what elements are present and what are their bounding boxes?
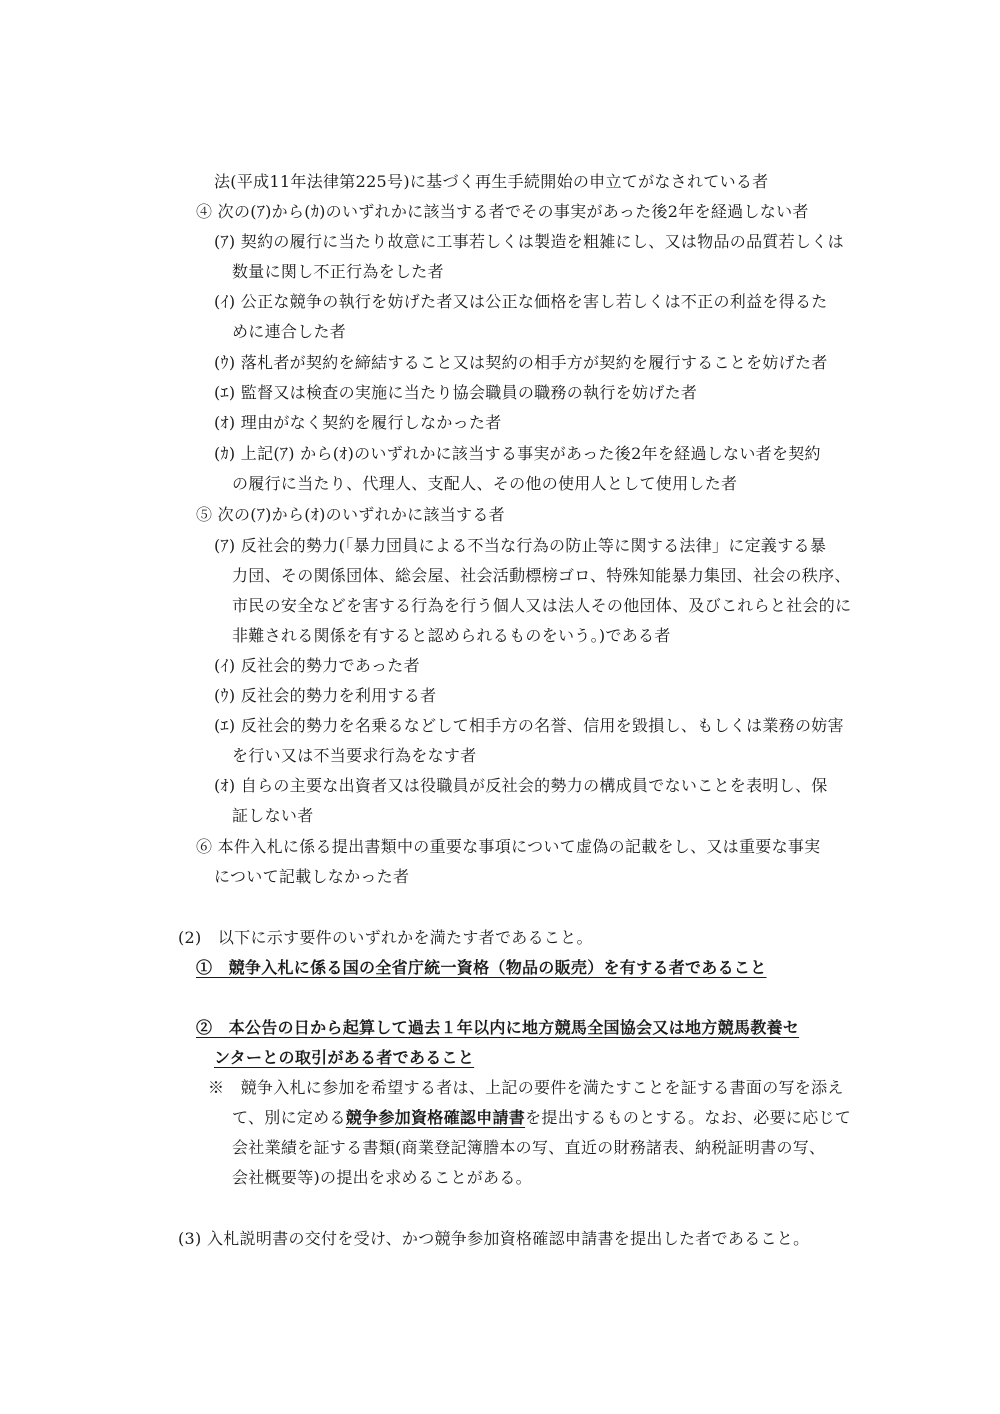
text-line: めに連合した者 xyxy=(232,322,347,341)
text-line: を行い又は不当要求行為をなす者 xyxy=(232,746,477,765)
requirement-2-continued: ンターとの取引がある者であること xyxy=(214,1048,475,1067)
note-line: ※ 競争入札に参加を希望する者は、上記の要件を満たすことを証する書面の写を添え xyxy=(208,1078,844,1097)
sub-item-a: (ｱ) 反社会的勢力(「暴力団員による不当な行為の防止等に関する法律」に定義する暴 xyxy=(214,536,827,555)
note-line-with-form-name xyxy=(232,1108,851,1128)
requirement-2: ② 本公告の日から起算して過去１年以内に地方競馬全国協会又は地方競馬教養セ xyxy=(196,1018,800,1037)
note-text: を提出するものとする。なお、必要に応じて xyxy=(525,1108,852,1127)
text-line: の履行に当たり、代理人、支配人、その他の使用人として使用した者 xyxy=(232,474,738,493)
text-line: 数量に関し不正行為をした者 xyxy=(232,262,444,281)
text-line: 非難される関係を有すると認められるものをいう。)である者 xyxy=(232,626,671,645)
section-2-heading: (2) 以下に示す要件のいずれかを満たす者であること。 xyxy=(178,928,593,947)
sub-item-e: (ｴ) 監督又は検査の実施に当たり協会職員の職務の執行を妨げた者 xyxy=(214,383,698,402)
sub-item-i: (ｲ) 反社会的勢力であった者 xyxy=(214,656,420,675)
text-line: 市民の安全などを害する行為を行う個人又は法人その他団体、及びこれらと社会的に xyxy=(232,596,852,615)
sub-item-o: (ｵ) 理由がなく契約を履行しなかった者 xyxy=(214,413,502,432)
sub-item-u: (ｳ) 落札者が契約を締結すること又は契約の相手方が契約を履行することを妨げた者 xyxy=(214,353,828,372)
section-3-heading: (3) 入札説明書の交付を受け、かつ競争参加資格確認申請書を提出した者であること。 xyxy=(178,1229,810,1248)
item-4: ④ 次の(ｱ)から(ｶ)のいずれかに該当する者でその事実があった後2年を経過しない者 xyxy=(196,202,809,221)
sub-item-e: (ｴ) 反社会的勢力を名乗るなどして相手方の名誉、信用を毀損し、もしくは業務の妨害 xyxy=(214,716,844,735)
note-line: 会社業績を証する書類(商業登記簿謄本の写、直近の財務諸表、納税証明書の写、 xyxy=(232,1138,826,1157)
item-6: ⑥ 本件入札に係る提出書類中の重要な事項について虚偽の記載をし、又は重要な事実 xyxy=(196,837,821,856)
text-line: 力団、その関係団体、総会屋、社会活動標榜ゴロ、特殊知能暴力集団、社会の秩序、 xyxy=(232,566,851,585)
text-line: 証しない者 xyxy=(232,806,314,825)
note-text: て、別に定める xyxy=(232,1108,346,1127)
text-line: について記載しなかった者 xyxy=(214,867,410,886)
text-line: 法(平成11年法律第225号)に基づく再生手続開始の申立てがなされている者 xyxy=(214,172,769,191)
item-5: ⑤ 次の(ｱ)から(ｵ)のいずれかに該当する者 xyxy=(196,505,505,524)
sub-item-i: (ｲ) 公正な競争の執行を妨げた者又は公正な価格を害し若しくは不正の利益を得るた xyxy=(214,292,828,311)
sub-item-ka: (ｶ) 上記(ｱ) から(ｵ)のいずれかに該当する事実があった後2年を経過しない者を契約 xyxy=(214,444,821,463)
requirement-1: ① 競争入札に係る国の全省庁統一資格（物品の販売）を有する者であること xyxy=(196,958,767,977)
sub-item-a: (ｱ) 契約の履行に当たり故意に工事若しくは製造を粗雑にし、又は物品の品質若しくは xyxy=(214,232,844,251)
application-form-name: 競争参加資格確認申請書 xyxy=(345,1108,526,1127)
sub-item-u: (ｳ) 反社会的勢力を利用する者 xyxy=(214,686,437,705)
note-line: 会社概要等)の提出を求めることがある。 xyxy=(232,1168,532,1187)
sub-item-o: (ｵ) 自らの主要な出資者又は役職員が反社会的勢力の構成員でないことを表明し、保 xyxy=(214,776,828,795)
